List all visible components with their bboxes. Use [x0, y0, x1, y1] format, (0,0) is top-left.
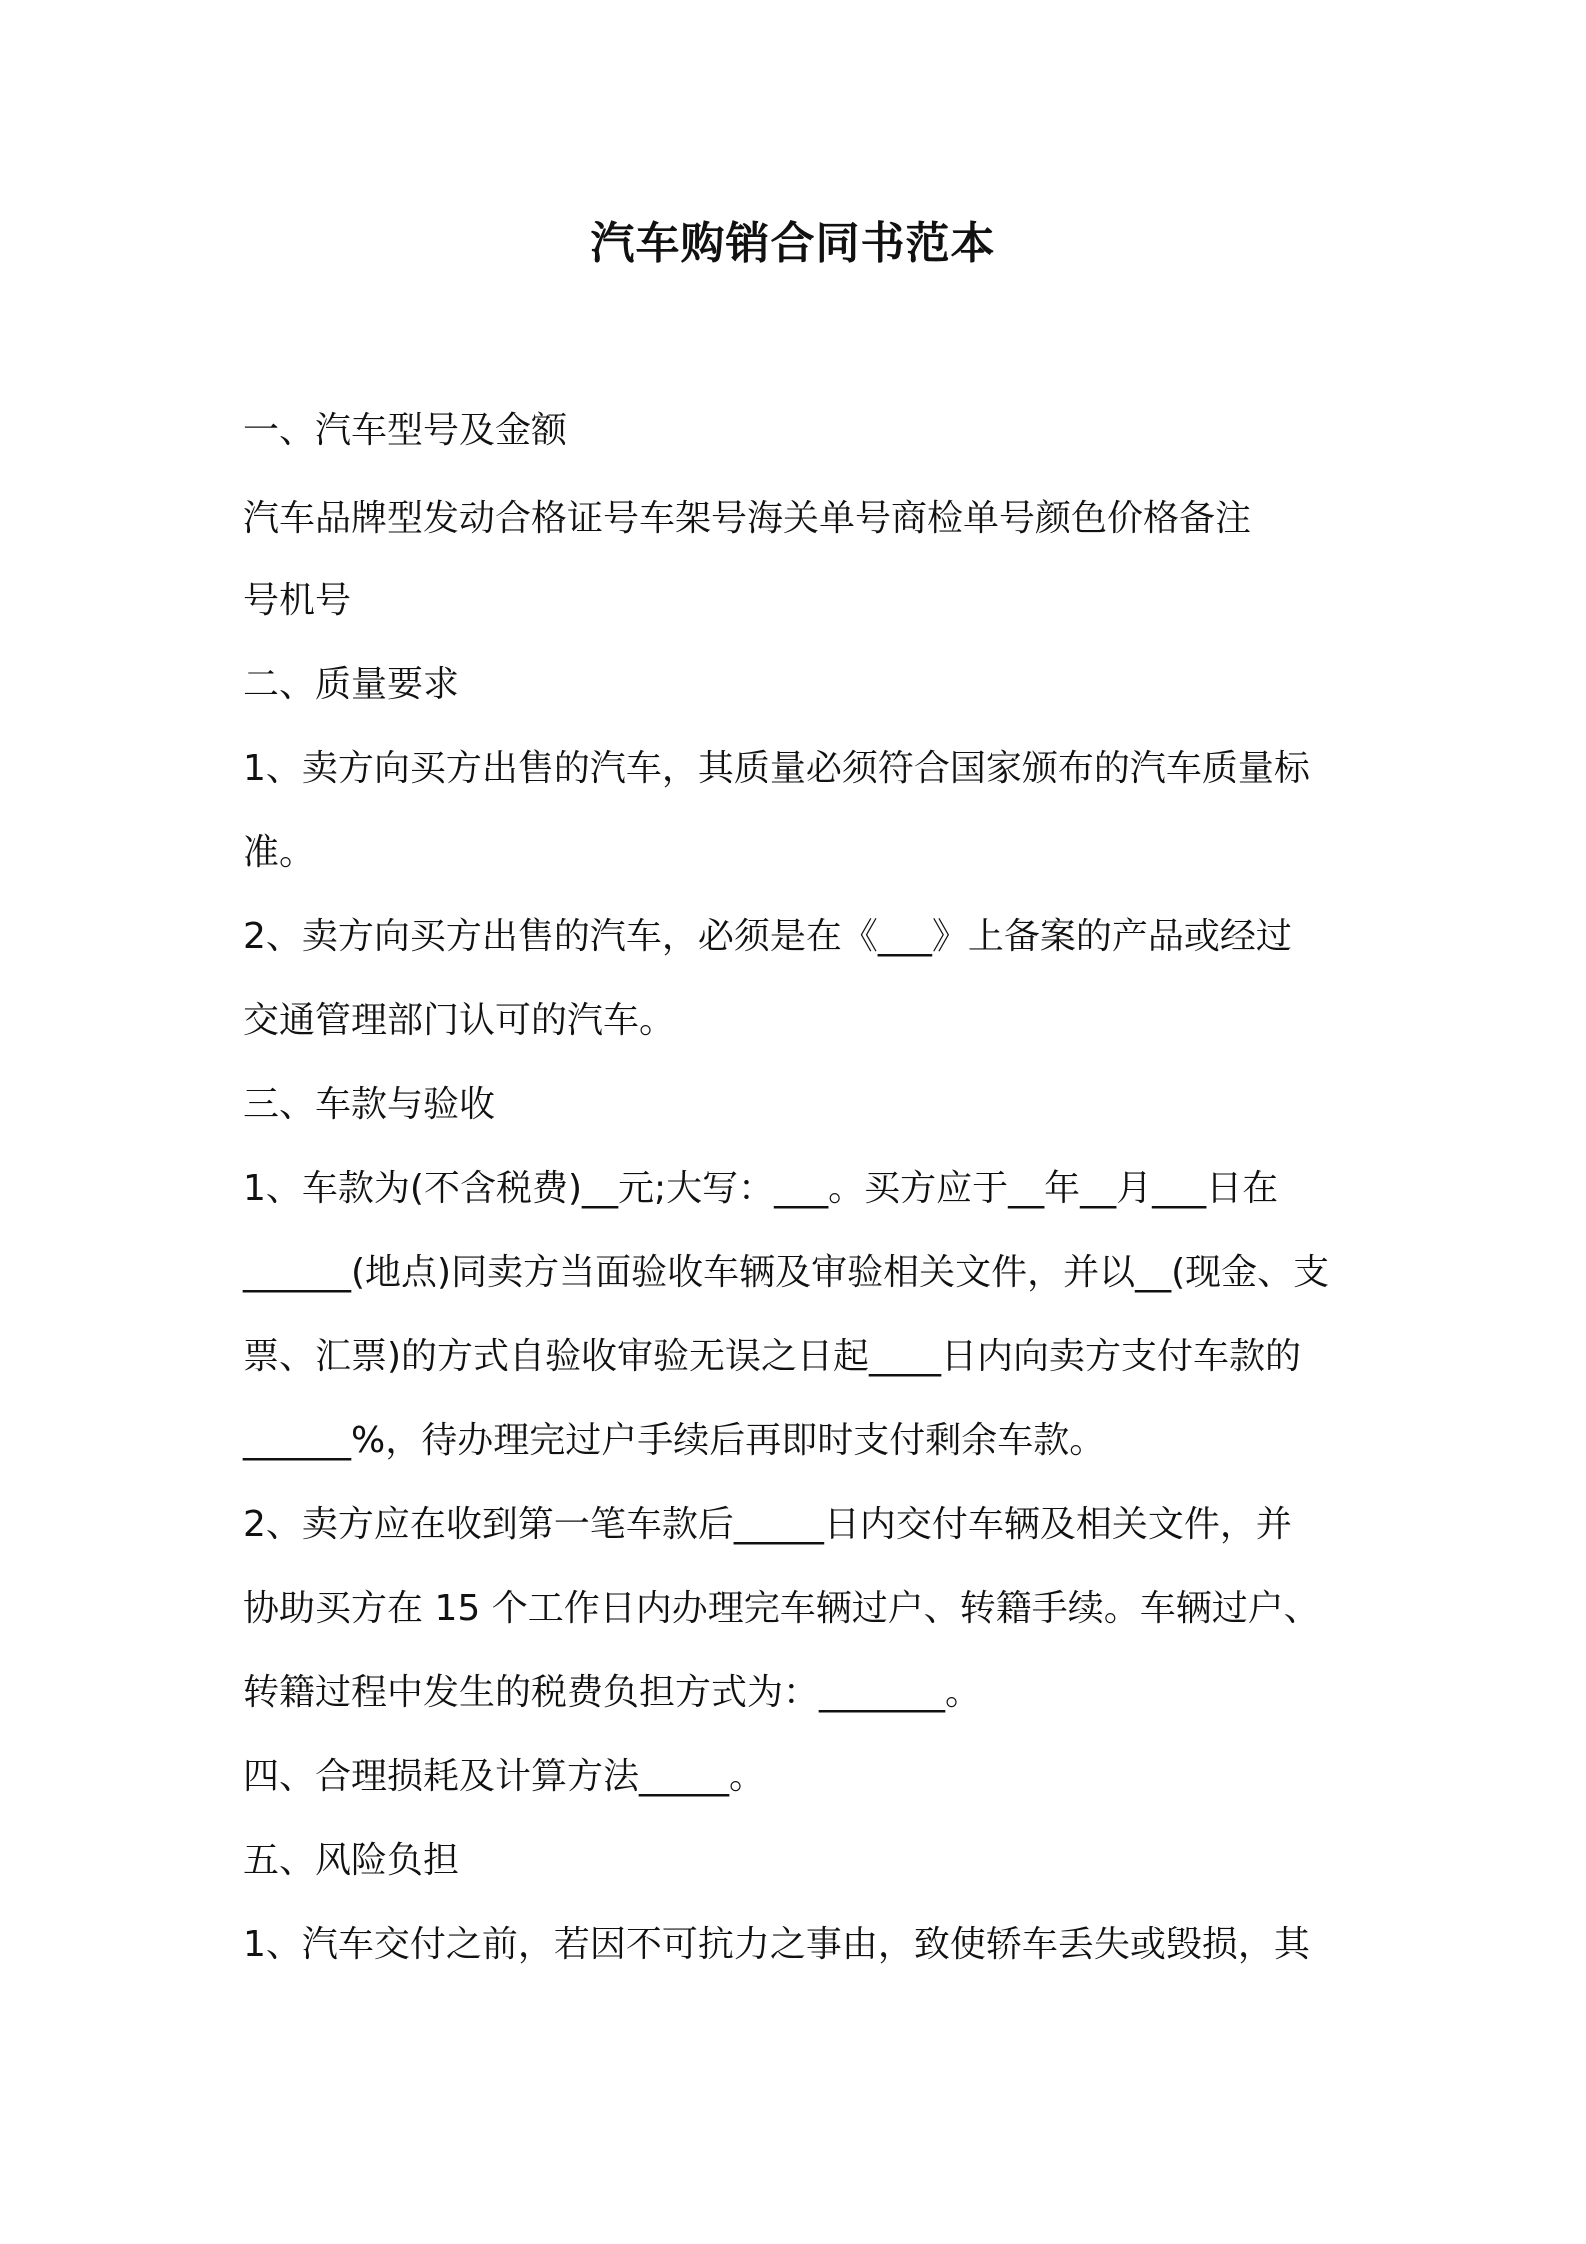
table-header-line-1: 汽车品牌型发动合格证号车架号海关单号商检单号颜色价格备注 — [243, 498, 1252, 539]
paragraph-line: 协助买方在 15 个工作日内办理完车辆过户、转籍手续。车辆过户、 — [243, 1588, 1320, 1629]
paragraph-line: 1、汽车交付之前，若因不可抗力之事由，致使轿车丢失或毁损，其 — [243, 1924, 1310, 1965]
paragraph-line: ______%，待办理完过户手续后再即时支付剩余车款。 — [243, 1420, 1106, 1461]
section-heading-risk: 五、风险负担 — [243, 1840, 460, 1881]
page-title: 汽车购销合同书范本 — [590, 218, 996, 269]
section-heading-payment-acceptance: 三、车款与验收 — [243, 1084, 496, 1125]
paragraph-line: 2、卖方应在收到第一笔车款后_____日内交付车辆及相关文件，并 — [243, 1504, 1292, 1545]
section-heading-model-amount: 一、汽车型号及金额 — [243, 410, 568, 451]
paragraph-line: 1、卖方向买方出售的汽车，其质量必须符合国家颁布的汽车质量标 — [243, 748, 1310, 789]
table-header-line-2: 号机号 — [243, 580, 352, 621]
section-heading-loss-calculation: 四、合理损耗及计算方法_____。 — [243, 1756, 766, 1797]
paragraph-line: ______(地点)同卖方当面验收车辆及审验相关文件，并以__(现金、支 — [243, 1252, 1330, 1293]
paragraph-line: 交通管理部门认可的汽车。 — [243, 1000, 676, 1041]
paragraph-line: 转籍过程中发生的税费负担方式为：_______。 — [243, 1672, 982, 1713]
paragraph-line: 2、卖方向买方出售的汽车，必须是在《___》上备案的产品或经过 — [243, 916, 1292, 957]
paragraph-line: 票、汇票)的方式自验收审验无误之日起____日内向卖方支付车款的 — [243, 1336, 1302, 1377]
paragraph-line: 1、车款为(不含税费)__元;大写：___。买方应于__年__月___日在 — [243, 1168, 1279, 1209]
paragraph-line: 准。 — [243, 832, 316, 873]
section-heading-quality: 二、质量要求 — [243, 664, 460, 705]
